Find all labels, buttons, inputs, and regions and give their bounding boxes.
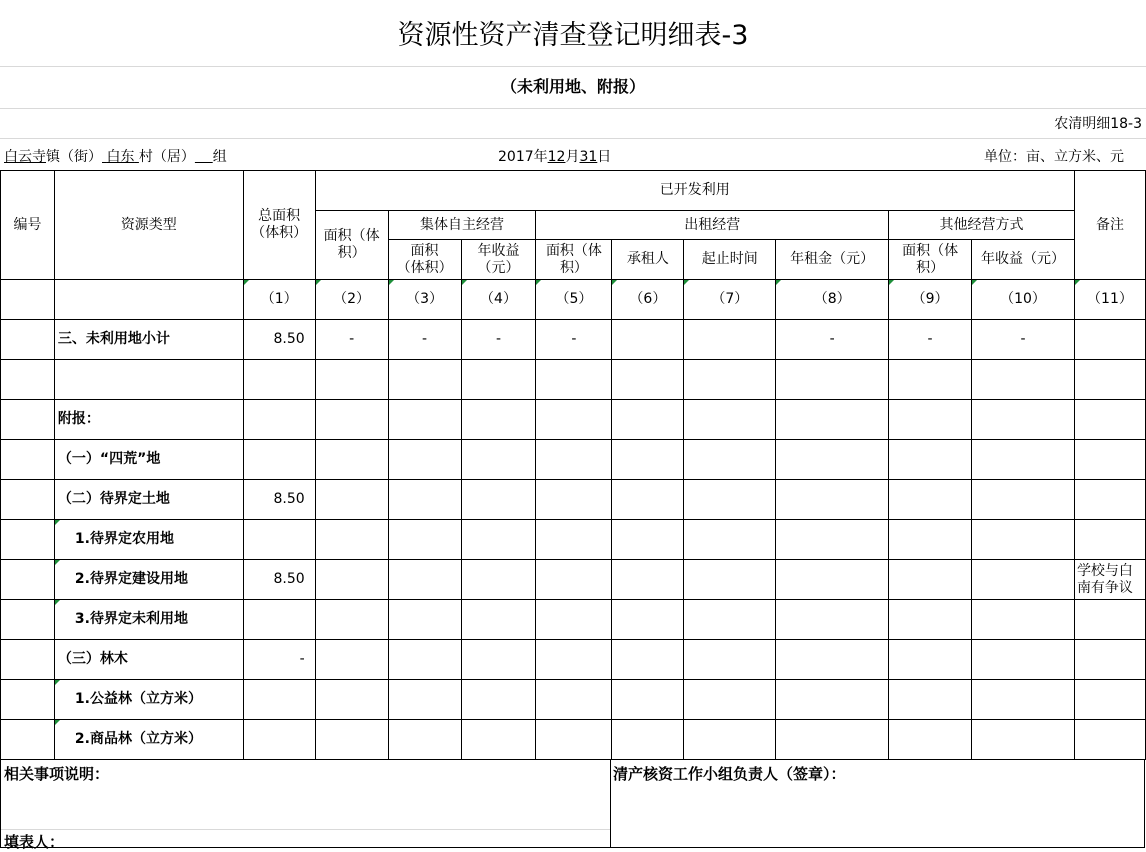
cell-c11[interactable] xyxy=(1074,360,1145,400)
cell-c4[interactable] xyxy=(461,640,536,680)
cell-c2[interactable] xyxy=(315,600,388,640)
cell-total-area[interactable] xyxy=(243,440,315,480)
cell-c4[interactable] xyxy=(461,720,536,760)
cell-c6[interactable] xyxy=(612,360,684,400)
cell-c11[interactable] xyxy=(1074,400,1145,440)
cell-c9[interactable] xyxy=(889,520,972,560)
filler-label: 填表人： xyxy=(4,833,65,851)
cell-c8[interactable] xyxy=(776,480,889,520)
cell-total-area[interactable]: 8.50 xyxy=(243,480,315,520)
cell-c10[interactable] xyxy=(972,720,1075,760)
cell-c6[interactable] xyxy=(612,600,684,640)
cell-total-area[interactable] xyxy=(243,360,315,400)
cell-c4[interactable] xyxy=(461,360,536,400)
header-no: 编号 xyxy=(1,171,55,280)
cell-c2[interactable] xyxy=(315,480,388,520)
cell-c10[interactable] xyxy=(972,520,1075,560)
village-name[interactable]: 白东 xyxy=(106,149,135,165)
cell-c11[interactable] xyxy=(1074,320,1145,360)
form-subtitle: （未利用地、附报） xyxy=(500,77,645,96)
cell-total-area[interactable] xyxy=(243,520,315,560)
header-period: 起止时间 xyxy=(684,240,776,280)
cell-c2[interactable] xyxy=(315,400,388,440)
cell-total-area[interactable] xyxy=(243,400,315,440)
cell-no[interactable] xyxy=(1,560,55,600)
cell-c10[interactable] xyxy=(972,360,1075,400)
header-area: 面积（体积） xyxy=(315,211,388,280)
cell-c7[interactable] xyxy=(684,360,776,400)
cell-resource-type[interactable]: 3.待界定未利用地 xyxy=(54,600,243,640)
header-other-income: 年收益（元） xyxy=(972,240,1075,280)
table-row xyxy=(1,560,1146,600)
table-body xyxy=(1,320,1146,760)
cell-c9[interactable] xyxy=(889,400,972,440)
cell-no[interactable] xyxy=(1,680,55,720)
cell-no[interactable] xyxy=(1,440,55,480)
cell-c7[interactable] xyxy=(684,720,776,760)
cell-c2[interactable] xyxy=(315,440,388,480)
col-num: （5） xyxy=(536,280,612,320)
report-date: 2017年12月31日 xyxy=(498,149,612,165)
cell-c9[interactable] xyxy=(889,640,972,680)
cell-resource-type[interactable]: 1.待界定农用地 xyxy=(54,520,243,560)
col-num: （4） xyxy=(461,280,536,320)
cell-c9[interactable] xyxy=(889,440,972,480)
col-num: （10） xyxy=(972,280,1075,320)
header-remark: 备注 xyxy=(1074,171,1145,280)
header-coll-income: 年收益（元） xyxy=(461,240,536,280)
cell-c11[interactable] xyxy=(1074,720,1145,760)
cell-c3[interactable] xyxy=(388,560,461,600)
cell-c11[interactable] xyxy=(1074,480,1145,520)
cell-c7[interactable] xyxy=(684,320,776,360)
cell-c3[interactable] xyxy=(388,480,461,520)
cell-c5[interactable] xyxy=(536,360,612,400)
cell-c7[interactable] xyxy=(684,640,776,680)
cell-c4[interactable] xyxy=(461,440,536,480)
cell-c9[interactable] xyxy=(889,560,972,600)
cell-c2[interactable] xyxy=(315,520,388,560)
cell-c9[interactable] xyxy=(889,720,972,760)
cell-c8[interactable] xyxy=(776,640,889,680)
group-suffix: 组 xyxy=(212,149,227,165)
comment-indicator-icon xyxy=(55,720,60,725)
cell-c7[interactable] xyxy=(684,400,776,440)
cell-total-area[interactable] xyxy=(243,720,315,760)
signature-box[interactable] xyxy=(610,759,1145,848)
detail-table xyxy=(0,170,1146,760)
cell-resource-type[interactable]: 2.商品林（立方米） xyxy=(54,720,243,760)
table-row xyxy=(1,520,1146,560)
table-row xyxy=(1,680,1146,720)
cell-c5[interactable] xyxy=(536,400,612,440)
cell-c3[interactable] xyxy=(388,400,461,440)
cell-c3[interactable] xyxy=(388,640,461,680)
header-rent-area: 面积（体积） xyxy=(536,240,612,280)
cell-c6[interactable] xyxy=(612,440,684,480)
cell-c6[interactable] xyxy=(612,400,684,440)
cell-c2[interactable] xyxy=(315,680,388,720)
col-num: （8） xyxy=(776,280,889,320)
header-developed: 已开发利用 xyxy=(315,171,1074,211)
header-collective: 集体自主经营 xyxy=(388,211,536,240)
col-num: （7） xyxy=(684,280,776,320)
cell-total-area[interactable] xyxy=(243,600,315,640)
cell-c9[interactable]: - xyxy=(889,320,972,360)
info-line xyxy=(0,140,1146,170)
cell-resource-type[interactable]: （三）林木 xyxy=(54,640,243,680)
header-type: 资源类型 xyxy=(54,171,243,280)
comment-indicator-icon xyxy=(55,680,60,685)
town-suffix: 镇（街） xyxy=(46,149,102,165)
explanation-box[interactable] xyxy=(0,759,611,851)
header-total-area: 总面积（体积） xyxy=(243,171,315,280)
cell-c4[interactable]: - xyxy=(461,320,536,360)
cell-c3[interactable] xyxy=(388,600,461,640)
cell-c11[interactable] xyxy=(1074,640,1145,680)
cell-c5[interactable] xyxy=(536,560,612,600)
cell-c4[interactable] xyxy=(461,560,536,600)
cell-c2[interactable]: - xyxy=(315,320,388,360)
header-other: 其他经营方式 xyxy=(889,211,1075,240)
cell-c2[interactable] xyxy=(315,640,388,680)
gridline xyxy=(0,108,1146,109)
table-row xyxy=(1,320,1146,360)
header-rent-amount: 年租金（元） xyxy=(776,240,889,280)
unit-label: 单位：亩、立方米、元 xyxy=(984,149,1124,165)
cell-c6[interactable] xyxy=(612,520,684,560)
cell-c3[interactable] xyxy=(388,360,461,400)
cell-no[interactable] xyxy=(1,520,55,560)
header-tenant: 承租人 xyxy=(612,240,684,280)
cell-c4[interactable] xyxy=(461,400,536,440)
cell-c3[interactable] xyxy=(388,720,461,760)
cell-total-area[interactable]: 8.50 xyxy=(243,320,315,360)
cell-no[interactable] xyxy=(1,400,55,440)
comment-indicator-icon xyxy=(55,600,60,605)
cell-total-area[interactable]: 8.50 xyxy=(243,560,315,600)
cell-c6[interactable] xyxy=(612,640,684,680)
column-number-row xyxy=(1,280,1146,320)
cell-c3[interactable]: - xyxy=(388,320,461,360)
cell-c5[interactable] xyxy=(536,720,612,760)
cell-c8[interactable] xyxy=(776,440,889,480)
cell-c4[interactable] xyxy=(461,480,536,520)
cell-c11[interactable] xyxy=(1074,520,1145,560)
header-other-area: 面积（体积） xyxy=(889,240,972,280)
town-name[interactable]: 白云寺 xyxy=(4,149,46,165)
cell-c5[interactable] xyxy=(536,640,612,680)
cell-c11[interactable] xyxy=(1074,680,1145,720)
table-row xyxy=(1,640,1146,680)
cell-c10[interactable] xyxy=(972,600,1075,640)
cell-c11[interactable]: 学校与白南有争议 xyxy=(1074,560,1145,600)
table-row xyxy=(1,440,1146,480)
cell-total-area[interactable] xyxy=(243,680,315,720)
cell-no[interactable] xyxy=(1,480,55,520)
group-name[interactable] xyxy=(195,149,213,165)
cell-c8[interactable] xyxy=(776,720,889,760)
cell-c8[interactable] xyxy=(776,520,889,560)
cell-c10[interactable] xyxy=(972,640,1075,680)
location xyxy=(4,146,227,166)
cell-c4[interactable] xyxy=(461,520,536,560)
cell-c8[interactable] xyxy=(776,680,889,720)
cell-c3[interactable] xyxy=(388,680,461,720)
cell-c10[interactable] xyxy=(972,400,1075,440)
cell-c8[interactable]: - xyxy=(776,320,889,360)
cell-c2[interactable] xyxy=(315,360,388,400)
cell-c9[interactable] xyxy=(889,480,972,520)
cell-resource-type[interactable]: 附报： xyxy=(54,400,243,440)
cell-resource-type[interactable] xyxy=(54,360,243,400)
cell-total-area[interactable]: - xyxy=(243,640,315,680)
cell-c9[interactable] xyxy=(889,360,972,400)
cell-c6[interactable] xyxy=(612,720,684,760)
signature-label: 清产核资工作小组负责人（签章）： xyxy=(613,765,846,783)
table-row xyxy=(1,360,1146,400)
cell-c2[interactable] xyxy=(315,720,388,760)
cell-c4[interactable] xyxy=(461,680,536,720)
cell-c10[interactable]: - xyxy=(972,320,1075,360)
cell-c9[interactable] xyxy=(889,680,972,720)
cell-c7[interactable] xyxy=(684,520,776,560)
table-row xyxy=(1,480,1146,520)
cell-c2[interactable] xyxy=(315,560,388,600)
cell-no[interactable] xyxy=(1,320,55,360)
cell-resource-type[interactable]: 1.公益林（立方米） xyxy=(54,680,243,720)
cell-c5[interactable]: - xyxy=(536,320,612,360)
cell-c11[interactable] xyxy=(1074,440,1145,480)
date-day[interactable]: 31 xyxy=(579,149,598,165)
table-row xyxy=(1,720,1146,760)
cell-c8[interactable] xyxy=(776,400,889,440)
cell-no[interactable] xyxy=(1,640,55,680)
cell-c7[interactable] xyxy=(684,560,776,600)
cell-c5[interactable] xyxy=(536,680,612,720)
cell-resource-type[interactable]: （一）“四荒”地 xyxy=(54,440,243,480)
gridline xyxy=(1,829,610,830)
cell-c7[interactable] xyxy=(684,440,776,480)
table-row xyxy=(1,600,1146,640)
cell-c10[interactable] xyxy=(972,440,1075,480)
cell-c8[interactable] xyxy=(776,600,889,640)
form-title: 资源性资产清查登记明细表-3 xyxy=(397,20,749,51)
cell-c5[interactable] xyxy=(536,520,612,560)
cell-c11[interactable] xyxy=(1074,600,1145,640)
cell-c3[interactable] xyxy=(388,520,461,560)
comment-indicator-icon xyxy=(55,560,60,565)
cell-c5[interactable] xyxy=(536,440,612,480)
cell-c3[interactable] xyxy=(388,440,461,480)
cell-c7[interactable] xyxy=(684,480,776,520)
cell-c7[interactable] xyxy=(684,600,776,640)
col-num-blank xyxy=(1,280,55,320)
cell-c8[interactable] xyxy=(776,360,889,400)
date-year[interactable]: 2017 xyxy=(498,149,534,165)
cell-c10[interactable] xyxy=(972,680,1075,720)
cell-c6[interactable] xyxy=(612,480,684,520)
cell-no[interactable] xyxy=(1,720,55,760)
cell-c7[interactable] xyxy=(684,680,776,720)
cell-c6[interactable] xyxy=(612,320,684,360)
cell-c9[interactable] xyxy=(889,600,972,640)
date-month[interactable]: 12 xyxy=(547,149,566,165)
table-row xyxy=(1,400,1146,440)
gridline xyxy=(0,138,1146,139)
col-num-blank xyxy=(54,280,243,320)
cell-c4[interactable] xyxy=(461,600,536,640)
col-num: （1） xyxy=(243,280,315,320)
cell-c10[interactable] xyxy=(972,560,1075,600)
form-footer xyxy=(0,759,1146,849)
col-num: （3） xyxy=(388,280,461,320)
cell-c5[interactable] xyxy=(536,480,612,520)
header-rent: 出租经营 xyxy=(536,211,889,240)
village-suffix: 村（居） xyxy=(138,149,195,165)
col-num: （6） xyxy=(612,280,684,320)
col-num: （11） xyxy=(1074,280,1145,320)
form-code: 农清明细18-3 xyxy=(1054,116,1142,132)
col-num: （9） xyxy=(889,280,972,320)
cell-resource-type[interactable]: 三、未利用地小计 xyxy=(54,320,243,360)
cell-no[interactable] xyxy=(1,600,55,640)
cell-resource-type[interactable]: （二）待界定土地 xyxy=(54,480,243,520)
cell-c6[interactable] xyxy=(612,680,684,720)
cell-resource-type[interactable]: 2.待界定建设用地 xyxy=(54,560,243,600)
cell-no[interactable] xyxy=(1,360,55,400)
cell-c10[interactable] xyxy=(972,480,1075,520)
cell-c6[interactable] xyxy=(612,560,684,600)
header-coll-area: 面积（体积） xyxy=(388,240,461,280)
cell-c5[interactable] xyxy=(536,600,612,640)
cell-c8[interactable] xyxy=(776,560,889,600)
comment-indicator-icon xyxy=(55,520,60,525)
explanation-label: 相关事项说明： xyxy=(4,765,110,783)
col-num: （2） xyxy=(315,280,388,320)
